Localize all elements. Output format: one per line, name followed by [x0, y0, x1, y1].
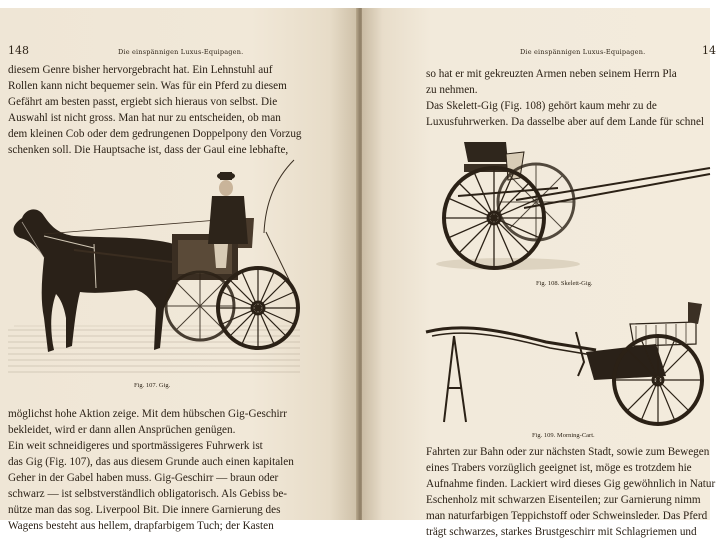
- right-top-paragraph: [426, 66, 704, 130]
- text-line: schenken soll. Die Hauptsache ist, dass der Gaul eine lebhafte,: [8, 144, 289, 156]
- left-top-paragraph: [8, 62, 302, 158]
- text-line: so hat er mit gekreuzten Armen neben seinem Herrn Pla: [426, 68, 677, 80]
- left-page: [0, 8, 358, 532]
- reins: [44, 220, 218, 234]
- skelett-gig-wheel: [444, 168, 544, 268]
- right-page: [362, 8, 716, 538]
- text-line: zu nehmen.: [426, 84, 478, 96]
- text-line: bekleidet, wird er dann allen Ansprüchen genügen.: [8, 424, 236, 436]
- figure-108-caption: Fig. 108. Skelett-Gig.: [536, 280, 593, 287]
- text-line: trägt schwarzes, starkes Brustgeschirr mit Schlagriemen und: [426, 526, 697, 538]
- text-line: dem kleinen Cob oder dem gedrungenen Doppelpony den Vorzug: [8, 128, 302, 140]
- right-page-number: 14: [702, 44, 716, 57]
- text-line: Auswahl ist nicht gross. Man hat nur zu entscheiden, ob man: [8, 112, 281, 124]
- morning-cart-illustration: [426, 292, 710, 428]
- skelett-gig-illustration: [428, 128, 710, 278]
- text-line: nütze man das sog. Liverpool Bit. Die innere Garnierung des: [8, 504, 281, 516]
- text-line: Rollen kann nicht bequemer sein. Was für ein Pferd zu diesem: [8, 80, 287, 92]
- left-bottom-paragraph: [8, 406, 294, 534]
- text-line: schwarz — ist selbstverständlich obligatorisch. Als Gebiss be-: [8, 488, 288, 500]
- text-line: eines Trabers vorzüglich geeignet ist, möge es trotzdem hie: [426, 462, 692, 474]
- gig-wheel: [218, 268, 298, 348]
- right-bottom-paragraph: [426, 444, 715, 540]
- text-line: Eschenholz mit schwarzen Eisenteilen; zur Garnierung nimm: [426, 494, 701, 506]
- text-line: Geher in der Gabel haben muss. Gig-Geschirr — braun oder: [8, 472, 279, 484]
- text-line: Ein weit schneidigeres und sportmässigeres Fuhrwerk ist: [8, 440, 263, 452]
- gig-illustration: [4, 148, 304, 380]
- text-line: Luxusfuhrwerken. Da dasselbe aber auf dem Lande für schnel: [426, 116, 705, 128]
- text-line: Fahrten zur Bahn oder zur nächsten Stadt, sowie zum Bewegen: [426, 446, 710, 458]
- horse-figure: [14, 209, 184, 352]
- text-line: Gefährt am besten passt, ergiebt sich hieraus von selbst. Die: [8, 96, 278, 108]
- text-line: Aufnahme finden. Lackiert wird dieses Gig gewöhnlich in Natur: [426, 478, 716, 490]
- text-line: möglichst hohe Aktion zeige. Mit dem hübschen Gig-Geschirr: [8, 408, 288, 420]
- text-line: Wagens besteht aus hellem, drapfarbigem Tuch; der Kasten: [8, 520, 274, 532]
- text-line: das Gig (Fig. 107), das aus diesem Grunde auch einen kapitalen: [8, 456, 294, 468]
- left-page-number: 148: [8, 44, 29, 57]
- figure-109-caption: Fig. 109. Morning-Cart.: [532, 432, 595, 439]
- figure-107-caption: Fig. 107. Gig.: [134, 382, 171, 389]
- left-running-head: Die einspännigen Luxus-Equipagen.: [118, 48, 244, 56]
- right-running-head: Die einspännigen Luxus-Equipagen.: [520, 48, 646, 56]
- text-line: man naturfarbigen Teppichstoff oder Schweinsleder. Das Pferd: [426, 510, 708, 522]
- text-line: diesem Genre bisher hervorgebracht hat. Ein Lehnstuhl auf: [8, 64, 273, 76]
- morning-cart-wheel: [614, 336, 702, 424]
- gig-far-wheel: [166, 272, 234, 340]
- text-line: Das Skelett-Gig (Fig. 108) gehört kaum mehr zu de: [426, 100, 657, 112]
